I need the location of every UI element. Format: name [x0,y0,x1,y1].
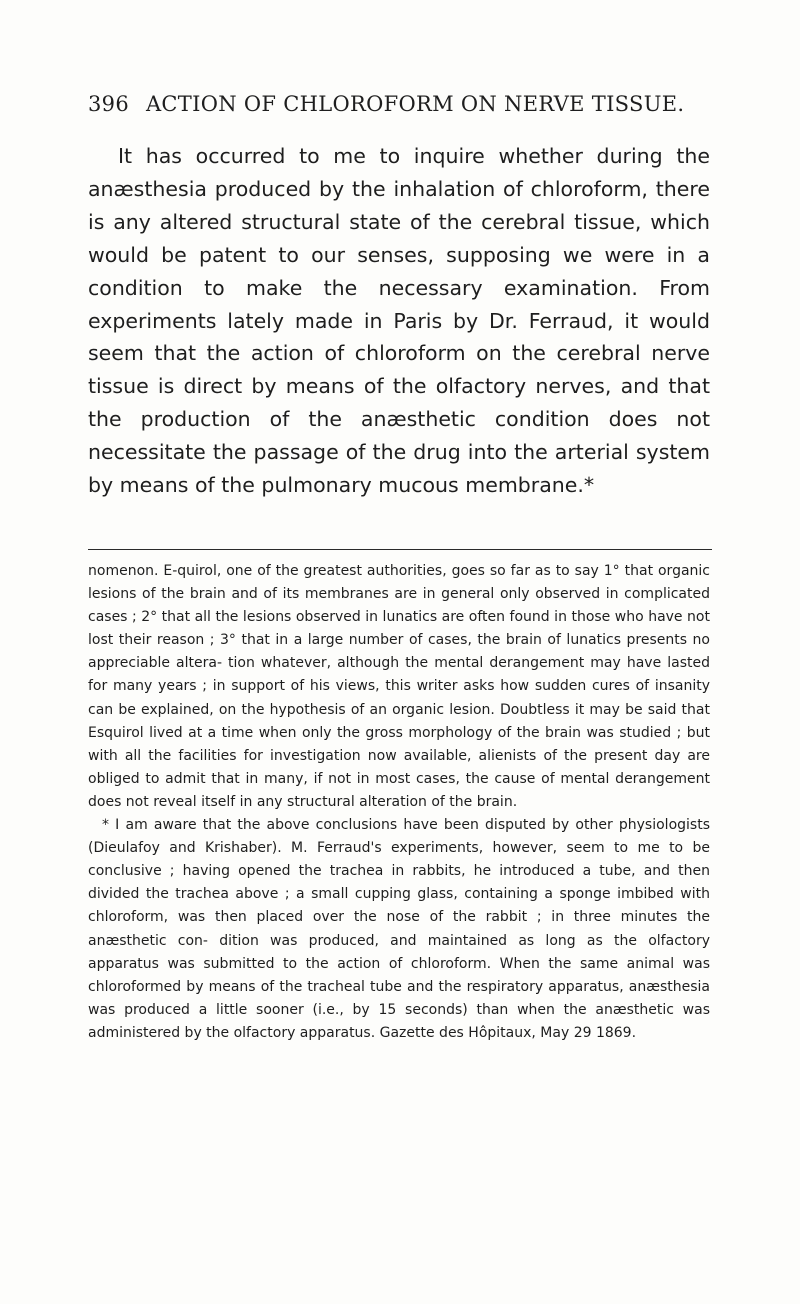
footnote-continuation: nomenon. E-quirol, one of the greatest authorities, goes so far as to say 1° that organic lesions of the brain and of its membranes are in general only observed in complicated cases ; 2° that all the lesions observed in lunatics are often found in those who have not lost their reason ; 3° that in a large number of cases, the brain of lunatics presents no appreciable altera- tion whatever, although the mental derangement may have lasted for many years ; in support of his views, this writer asks how sudden cures of insanity can be explained, on the hypothesis of an organic lesion. Doubtless it may be said that Esquirol lived at a time when only the gross morphology of the brain was studied ; but with all the facilities for investigation now available, alienists of the present day are obliged to admit that in many, if not in most cases, the cause of mental derangement does not reveal itself in any structural alteration of the brain. [88,563,710,810]
footnotes [88,560,710,1045]
footnote-star: * I am aware that the above conclusions have been disputed by other physiologists (Dieulafoy and Krishaber). M. Ferraud's experiments, however, seem to me to be conclusive ; having opened the trachea in rabbits, he introduced a tube, and then divided the trachea above ; a small cupping glass, containing a sponge imbibed with chloroform, was then placed over the nose of the rabbit ; in three minutes the anæsthetic con- dition was produced, and maintained as long as the olfactory apparatus was submitted to the action of chloroform. When the same animal was chloroformed by means of the tracheal tube and the respiratory apparatus, anæsthesia was produced a little sooner (i.e., by 15 seconds) than when the anæsthetic was administered by the olfactory apparatus. Gazette des Hôpitaux, May 29 1869. [88,817,710,1041]
page-title: ACTION OF CHLOROFORM ON NERVE TISSUE. [145,92,685,116]
footnote-divider [88,549,712,550]
page-number: 396 [88,92,129,116]
running-head [88,92,728,116]
main-paragraph: It has occurred to me to inquire whether during the anæsthesia produced by the inhalation of chloroform, there is any altered structural state of the cerebral tissue, which would be patent to our senses, supposing we were in a condition to make the necessary examination. From experiments lately made in Paris by Dr. Ferraud, it would seem that the action of chloroform on the cerebral nerve tissue is direct by means of the olfactory nerves, and that the production of the anæsthetic condition does not necessitate the passage of the drug into the arterial system by means of the pulmonary mucous membrane.* [88,144,710,498]
